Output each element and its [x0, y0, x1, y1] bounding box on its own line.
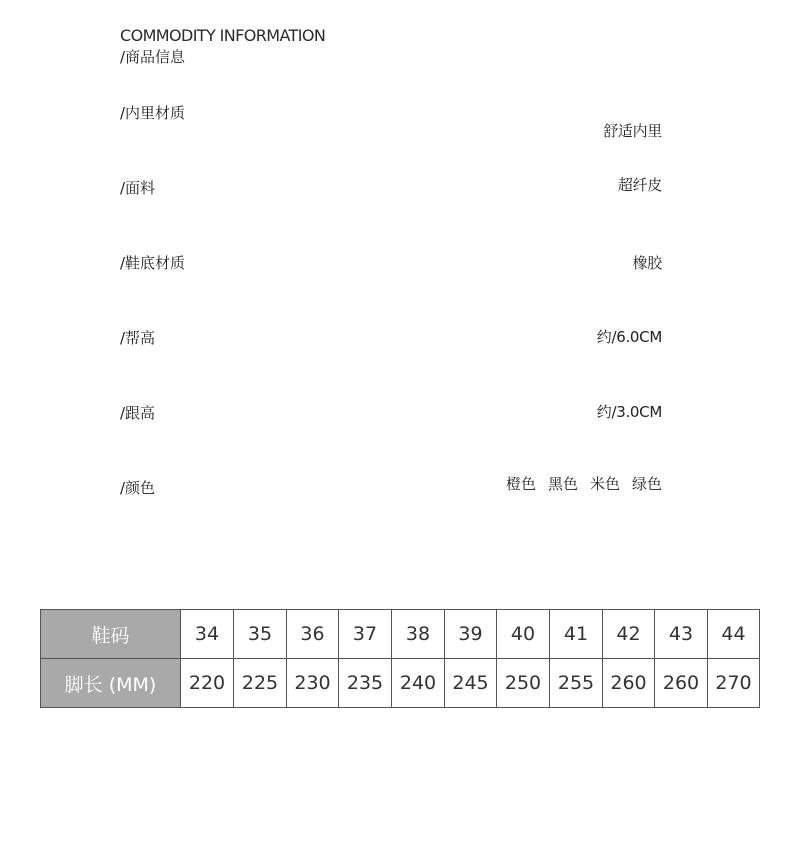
color-options [494, 473, 662, 494]
foot-length-row [41, 659, 760, 708]
size-cell: 37 [339, 610, 392, 659]
commodity-title-cn: /商品信息 [120, 48, 186, 66]
info-label-lining: /内里材质 [120, 104, 186, 122]
size-cell: 41 [550, 610, 603, 659]
length-cell: 220 [181, 659, 234, 708]
length-cell: 260 [655, 659, 708, 708]
size-cell: 42 [603, 610, 655, 659]
color-option-black: 黑色 [547, 475, 578, 493]
info-value-heel-height: 约/3.0CM [596, 403, 662, 421]
size-cell: 43 [655, 610, 708, 659]
info-row-upper-height [120, 327, 662, 357]
info-value-upper-height: 约/6.0CM [596, 328, 662, 346]
size-cell: 40 [497, 610, 550, 659]
info-value-fabric: 超纤皮 [617, 176, 662, 194]
length-cell: 240 [392, 659, 445, 708]
length-cell: 230 [287, 659, 339, 708]
info-label-color: /颜色 [120, 479, 156, 497]
foot-length-row-header: 脚长 (MM) [41, 659, 181, 708]
size-cell: 38 [392, 610, 445, 659]
size-cell: 39 [445, 610, 497, 659]
info-label-upper-height: /帮高 [120, 329, 156, 347]
size-cell: 35 [234, 610, 287, 659]
info-row-color [120, 476, 662, 506]
commodity-title-en: COMMODITY INFORMATION [120, 26, 326, 45]
length-cell: 255 [550, 659, 603, 708]
info-label-sole: /鞋底材质 [120, 254, 186, 272]
length-cell: 250 [497, 659, 550, 708]
color-option-beige: 米色 [589, 475, 620, 493]
info-label-fabric: /面料 [120, 179, 156, 197]
size-cell: 44 [708, 610, 760, 659]
length-cell: 245 [445, 659, 497, 708]
size-chart-table [40, 609, 760, 708]
length-cell: 270 [708, 659, 760, 708]
info-row-sole [120, 252, 662, 282]
length-cell: 225 [234, 659, 287, 708]
color-option-orange: 橙色 [505, 475, 536, 493]
info-row-lining [120, 102, 662, 140]
size-cell: 34 [181, 610, 234, 659]
info-label-heel-height: /跟高 [120, 404, 156, 422]
length-cell: 235 [339, 659, 392, 708]
length-cell: 260 [603, 659, 655, 708]
info-row-heel-height [120, 402, 662, 432]
size-row [41, 610, 760, 659]
info-row-fabric [120, 176, 662, 206]
size-cell: 36 [287, 610, 339, 659]
size-row-header: 鞋码 [41, 610, 181, 659]
info-value-lining: 舒适内里 [603, 122, 662, 140]
color-option-green: 绿色 [631, 475, 662, 493]
info-value-sole: 橡胶 [632, 254, 662, 272]
